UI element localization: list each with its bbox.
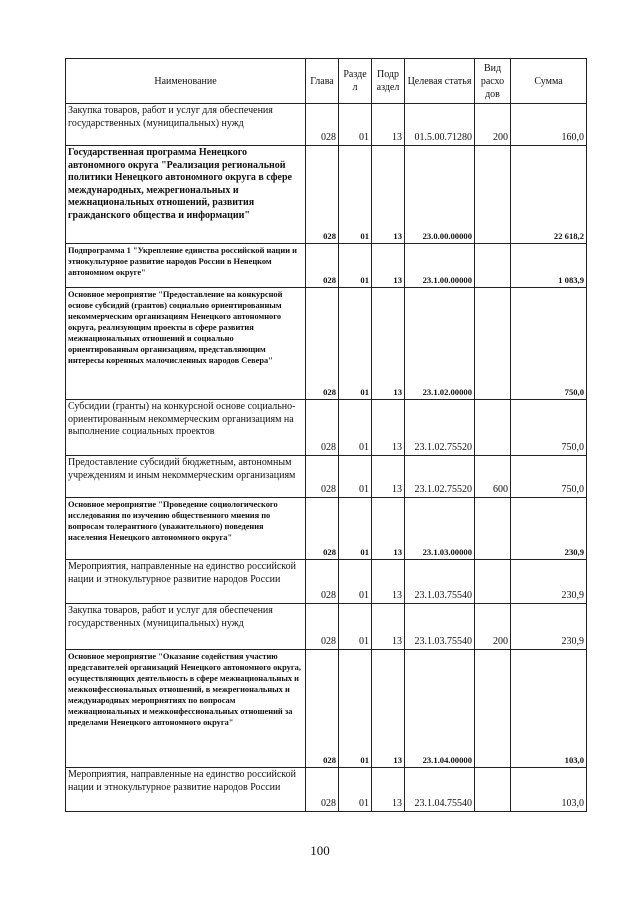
row-name: Мероприятия, направленные на единство российской нации и этнокультурное развитие народов России [66,560,306,604]
table-row [66,498,587,560]
row-sum: 230,9 [511,604,587,650]
row-vid: 200 [475,604,511,650]
row-podrazdel: 13 [372,604,405,650]
table-header-row [66,59,587,104]
row-name: Закупка товаров, работ и услуг для обеспечения государственных (муниципальных) нужд [66,104,306,146]
row-target: 23.1.04.00000 [405,650,475,768]
row-podrazdel: 13 [372,244,405,288]
row-sum: 103,0 [511,768,587,812]
row-razdel: 01 [339,768,372,812]
header-glava: Глава [306,59,339,104]
row-podrazdel: 13 [372,456,405,498]
table-row [66,244,587,288]
row-vid: 600 [475,456,511,498]
row-target: 23.1.03.00000 [405,498,475,560]
row-vid [475,146,511,244]
row-target: 23.1.00.00000 [405,244,475,288]
row-glava: 028 [306,604,339,650]
header-sum: Сумма [511,59,587,104]
row-name: Основное мероприятие "Проведение социологического исследования по изучению общественного мнения по вопросам толерантного (уважительного) поведения населения Ненецкого автономного округа" [66,498,306,560]
row-sum: 230,9 [511,498,587,560]
header-target: Целевая статья [405,59,475,104]
row-glava: 028 [306,244,339,288]
row-razdel: 01 [339,244,372,288]
budget-table [65,58,587,812]
header-razdel: Разде л [339,59,372,104]
row-target: 23.1.03.75540 [405,604,475,650]
page-number: 100 [310,843,330,858]
row-sum: 22 618,2 [511,146,587,244]
row-vid [475,498,511,560]
table-row [66,768,587,812]
row-podrazdel: 13 [372,498,405,560]
row-vid [475,560,511,604]
row-glava: 028 [306,456,339,498]
row-glava: 028 [306,400,339,456]
row-vid: 200 [475,104,511,146]
row-razdel: 01 [339,104,372,146]
row-glava: 028 [306,560,339,604]
table-row [66,288,587,400]
row-sum: 160,0 [511,104,587,146]
row-razdel: 01 [339,650,372,768]
row-razdel: 01 [339,288,372,400]
row-target: 01.5.00.71280 [405,104,475,146]
row-sum: 750,0 [511,456,587,498]
table-row [66,146,587,244]
row-target: 23.1.03.75540 [405,560,475,604]
row-vid [475,288,511,400]
table-row [66,456,587,498]
header-name: Наименование [66,59,306,104]
row-target: 23.1.02.75520 [405,456,475,498]
row-name: Предоставление субсидий бюджетным, автономным учреждениям и иным некоммерческим организациям [66,456,306,498]
row-podrazdel: 13 [372,400,405,456]
table-row [66,104,587,146]
row-vid [475,400,511,456]
row-sum: 1 083,9 [511,244,587,288]
row-razdel: 01 [339,560,372,604]
row-razdel: 01 [339,604,372,650]
row-target: 23.1.02.75520 [405,400,475,456]
row-vid [475,650,511,768]
table-row [66,560,587,604]
row-target: 23.0.00.00000 [405,146,475,244]
header-podrazdel: Подр аздел [372,59,405,104]
row-podrazdel: 13 [372,288,405,400]
table-row [66,604,587,650]
row-razdel: 01 [339,498,372,560]
row-name: Основное мероприятие "Предоставление на конкурсной основе субсидий (грантов) социально ориентированным некоммерческим организациям Ненецкого автономного округа, реализующим проекты в сфере развития межнациональных отношений и социально ориентированным организациям, представляющим интересы коренных малочисленных народов Севера" [66,288,306,400]
row-name: Закупка товаров, работ и услуг для обеспечения государственных (муниципальных) нужд [66,604,306,650]
row-target: 23.1.04.75540 [405,768,475,812]
row-razdel: 01 [339,400,372,456]
row-name: Основное мероприятие "Оказание содействия участию представителей организаций Ненецкого автономного округа, осуществляющих деятельность в сфере межнациональных и межконфессиональных отношений, в межрегиональных и международных мероприятиях по вопросам межнациональных и межконфессиональных отношений за пределами Ненецкого автономного округа" [66,650,306,768]
row-name: Подпрограмма 1 "Укрепление единства российской нации и этнокультурное развитие народов России в Ненецком автономном округе" [66,244,306,288]
row-vid [475,768,511,812]
row-name: Мероприятия, направленные на единство российской нации и этнокультурное развитие народов России [66,768,306,812]
row-name: Субсидии (гранты) на конкурсной основе социально-ориентированным некоммерческим организациям на выполнение социальных проектов [66,400,306,456]
row-target: 23.1.02.00000 [405,288,475,400]
row-sum: 750,0 [511,400,587,456]
row-name: Государственная программа Ненецкого автономного округа "Реализация региональной политики Ненецкого автономного округа в сфере международных, межрегиональных и межнациональных отношений, развития гражданского общества и информации" [66,146,306,244]
row-glava: 028 [306,650,339,768]
row-podrazdel: 13 [372,146,405,244]
row-sum: 750,0 [511,288,587,400]
row-glava: 028 [306,498,339,560]
row-podrazdel: 13 [372,768,405,812]
row-razdel: 01 [339,456,372,498]
row-glava: 028 [306,146,339,244]
row-sum: 103,0 [511,650,587,768]
row-vid [475,244,511,288]
row-podrazdel: 13 [372,560,405,604]
table-row [66,400,587,456]
row-glava: 028 [306,768,339,812]
row-razdel: 01 [339,146,372,244]
row-sum: 230,9 [511,560,587,604]
table-row [66,650,587,768]
row-glava: 028 [306,104,339,146]
row-podrazdel: 13 [372,650,405,768]
row-glava: 028 [306,288,339,400]
header-vid: Вид расхо дов [475,59,511,104]
row-podrazdel: 13 [372,104,405,146]
